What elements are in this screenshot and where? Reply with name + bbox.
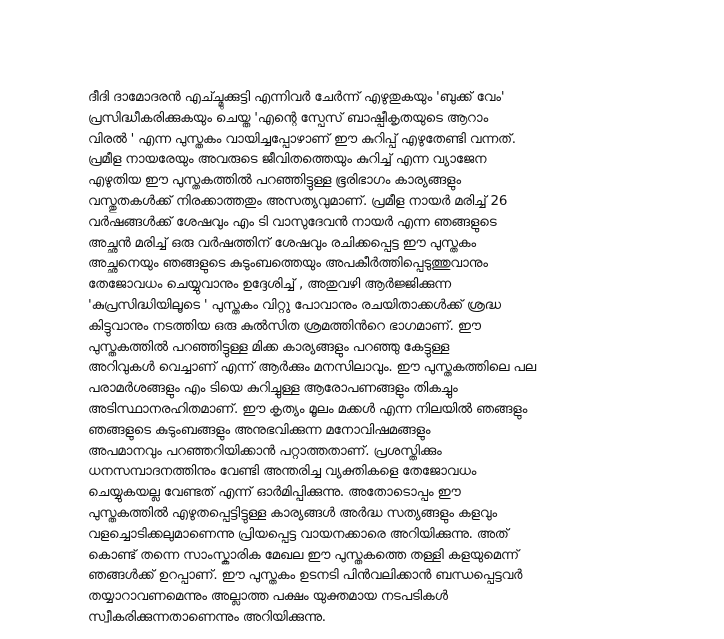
text-line: 'കുപ്രസിദ്ധിയിലൂടെ ' പുസ്തകം വിറ്റു പോവാനും രചയിതാക്കൾക്ക് ശ്രദ്ധ (88, 297, 501, 313)
text-line: അച്ഛനെയും ഞങ്ങളുടെ കുടുംബത്തെയും അപകീർത്തിപ്പെടുത്തുവാനും (88, 256, 488, 272)
text-line: അപമാനവും പറഞ്ഞറിയിക്കാൻ പറ്റാത്തതാണ്. പ്രശസ്തിക്കും (88, 443, 442, 459)
text-line: വിരൽ ' എന്ന പുസ്തകം വായിച്ചപ്പോഴാണ് ഈ കുറിപ്പ് എഴുതേണ്ടി വന്നത്. (88, 131, 516, 147)
text-line: പുസ്തകത്തിൽ എഴുതപ്പെട്ടിട്ടുള്ള കാര്യങ്ങൾ അർദ്ധ സത്യങ്ങളും കളവും (88, 505, 497, 521)
text-line: വസ്തുതകൾക്ക് നിരക്കാത്തതും അസത്യവുമാണ്. പ്രമീള നായർ മരിച്ച് 26 (88, 193, 508, 209)
text-line: ധനസമ്പാദനത്തിനും വേണ്ടി അന്തരിച്ച വ്യക്തികളെ തേജോവധം (88, 464, 477, 480)
text-line: തേജോവധം ചെയ്യുവാനും ഉദ്ദേശിച്ച് , അതുവഴി ആർജ്ജിക്കുന്ന (88, 277, 451, 293)
text-line: അറിവുകൾ വെച്ചാണ് എന്ന് ആർക്കും മനസിലാവും. ഈ പുസ്തകത്തിലെ പല (88, 360, 536, 376)
text-line: കൊണ്ട് തന്നെ സാംസ്കാരിക മേഖല ഈ പുസ്തകത്തെ തള്ളി കളയുമെന്ന് (88, 547, 519, 563)
text-line: കിട്ടുവാനും നടത്തിയ ഒരു കുൽസിത ശ്രമത്തിൻറെ ഭാഗമാണ്. ഈ (88, 318, 481, 334)
text-line: അച്ഛൻ മരിച്ച് ഒരു വർഷത്തിന് ശേഷവും രചിക്കപ്പെട്ട ഈ പുസ്തകം (88, 235, 476, 251)
text-line: ദീദി ദാമോദരൻ എച്ച്മുക്കുട്ടി എന്നിവർ ചേർന്ന് എഴുതുകയും 'ബുക്ക് വേം' (88, 90, 505, 105)
text-line: പ്രസിദ്ധീകരിക്കുകയും ചെയ്ത 'എന്റെ സ്പേസ് ബാഷ്പീകൃതയുടെ ആറാം (88, 110, 488, 126)
text-line: ഞങ്ങൾക്ക് ഉറപ്പാണ്. ഈ പുസ്തകം ഉടനടി പിൻവലിക്കാൻ ബന്ധപ്പെട്ടവർ (88, 568, 523, 584)
text-line: പരാമർശങ്ങളും എം ടിയെ കുറിച്ചുള്ള ആരോപണങ്ങളും തികച്ചും (88, 381, 458, 397)
text-line: എഴുതിയ ഈ പുസ്തകത്തിൽ പറഞ്ഞിട്ടുള്ള ഭൂരിഭാഗം കാര്യങ്ങളും (88, 173, 461, 189)
text-line: തയ്യാറാവണമെന്നും അല്ലാത്ത പക്ഷം യുക്തമായ നടപടികൾ (88, 589, 448, 605)
statement-text (88, 88, 648, 629)
text-line: പ്രമീള നായരേയും അവരുടെ ജീവിതത്തെയും കുറിച്ച് എന്ന വ്യാജേന (88, 152, 487, 168)
text-line: പുസ്തകത്തിൽ പറഞ്ഞിട്ടുള്ള മിക്ക കാര്യങ്ങളും പറഞ്ഞു കേട്ടുള്ള (88, 339, 450, 355)
text-line: വർഷങ്ങൾക്ക് ശേഷവും എം ടി വാസുദേവൻ നായർ എന്ന ഞങ്ങളുടെ (88, 214, 497, 230)
text-line: അടിസ്ഥാനരഹിതമാണ്. ഈ കൃത്യം മൂലം മക്കൾ എന്ന നിലയിൽ ഞങ്ങളും (88, 401, 528, 417)
text-line: വളച്ചൊടിക്കലുമാണെന്നു പ്രിയപ്പെട്ട വായനക്കാരെ അറിയിക്കുന്നു. അത് (88, 526, 509, 542)
text-line: ഞങ്ങളുടെ കുടുംബങ്ങളും അനുഭവിക്കുന്ന മനോവിഷമങ്ങളും (88, 422, 431, 438)
text-line: ചെയ്യുകയല്ല വേണ്ടത് എന്ന് ഓർമിപ്പിക്കുന്നു. അതോടൊപ്പം ഈ (88, 485, 461, 501)
text-line: സ്വീകരിക്കുന്നതാണെന്നും അറിയിക്കുന്നു. (88, 609, 326, 625)
